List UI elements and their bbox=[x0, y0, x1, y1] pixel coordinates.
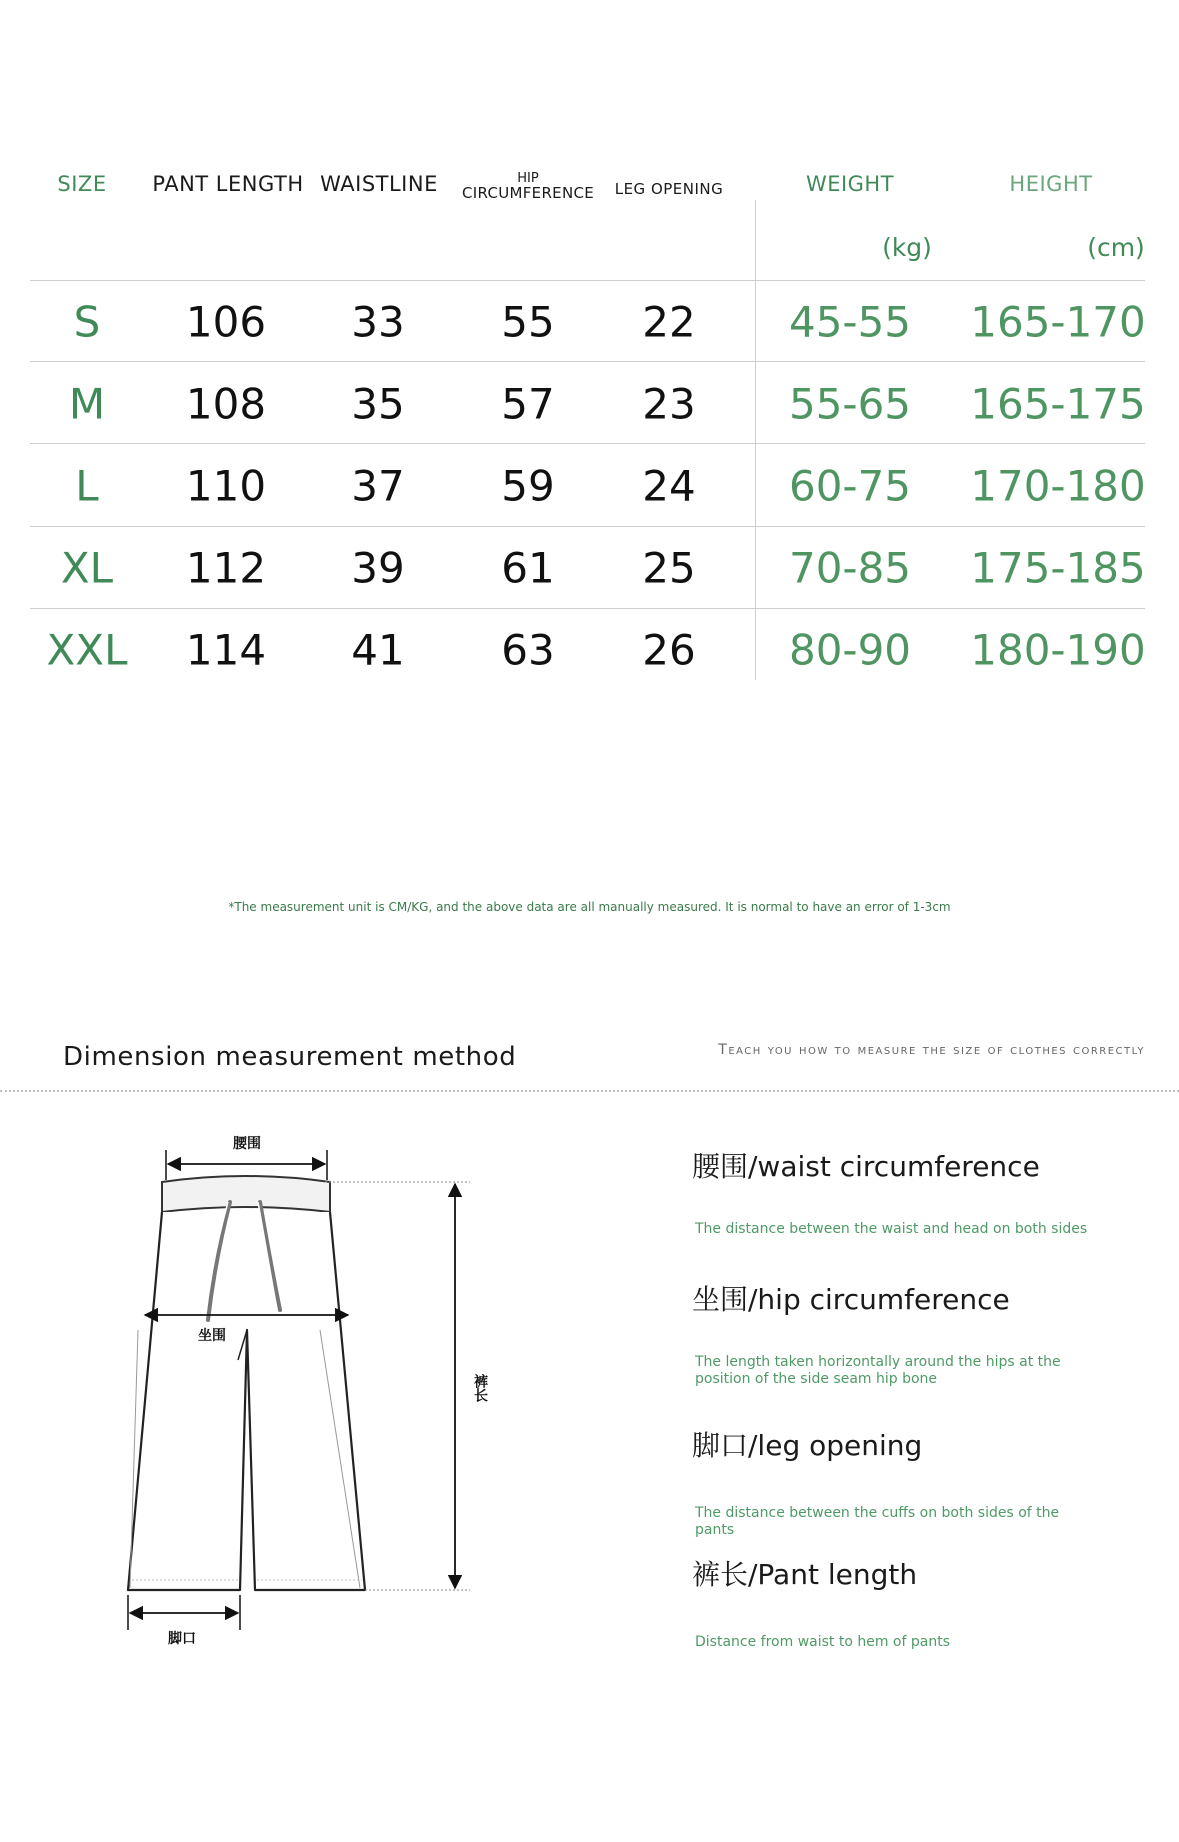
header-pant-length: PANT LENGTH bbox=[152, 172, 304, 196]
leg-opening-cell: 26 bbox=[642, 625, 696, 675]
definition-title-hip: 坐围/hip circumference bbox=[692, 1283, 1010, 1316]
dotted-divider bbox=[0, 1090, 1179, 1092]
header-size: SIZE bbox=[57, 172, 107, 196]
definition-desc-length: Distance from waist to hem of pants bbox=[695, 1634, 950, 1650]
size-cell: M bbox=[68, 379, 106, 429]
waist-label: 腰围 bbox=[233, 1136, 261, 1152]
definition-title-waist: 腰围/waist circumference bbox=[692, 1150, 1040, 1183]
height-cell: 170-180 bbox=[970, 461, 1146, 511]
size-cell: XXL bbox=[46, 625, 128, 675]
length-label: 裤长 bbox=[472, 1374, 488, 1402]
size-cell: L bbox=[75, 461, 99, 511]
waistline-cell: 35 bbox=[351, 379, 405, 429]
pant-length-cell: 108 bbox=[185, 379, 267, 429]
height-cell: 175-185 bbox=[970, 543, 1146, 593]
leg-opening-cell: 25 bbox=[642, 543, 696, 593]
weight-cell: 60-75 bbox=[788, 461, 912, 511]
header-leg-opening: LEG OPENING bbox=[614, 180, 724, 198]
header-waistline: WAISTLINE bbox=[320, 172, 438, 196]
definition-desc-waist: The distance between the waist and head on both sides bbox=[695, 1221, 1088, 1237]
header-weight: WEIGHT bbox=[805, 172, 895, 196]
height-cell: 165-175 bbox=[970, 379, 1146, 429]
pant-length-cell: 110 bbox=[185, 461, 267, 511]
hip-cell: 55 bbox=[501, 297, 555, 347]
row-divider bbox=[30, 526, 1145, 527]
header-hip-bottom: CIRCUMFERENCE bbox=[461, 184, 595, 202]
row-divider bbox=[30, 361, 1145, 362]
definition-desc-leg: The distance between the cuffs on both sides of the pants bbox=[695, 1505, 1060, 1538]
definition-title-length: 裤长/Pant length bbox=[692, 1558, 918, 1591]
hip-cell: 59 bbox=[501, 461, 555, 511]
pants-diagram bbox=[120, 1130, 500, 1750]
hip-label: 坐围 bbox=[198, 1328, 226, 1344]
definition-desc-hip: The length taken horizontally around the hips at the position of the side seam hip bone bbox=[695, 1354, 1061, 1387]
waistline-cell: 37 bbox=[351, 461, 405, 511]
weight-cell: 55-65 bbox=[788, 379, 912, 429]
row-divider bbox=[30, 280, 1145, 281]
pants-outline bbox=[128, 1176, 365, 1590]
height-cell: 180-190 bbox=[970, 625, 1146, 675]
leg-opening-cell: 24 bbox=[642, 461, 696, 511]
row-divider bbox=[30, 443, 1145, 444]
size-cell: XL bbox=[60, 543, 114, 593]
hip-cell: 57 bbox=[501, 379, 555, 429]
waistline-cell: 41 bbox=[351, 625, 405, 675]
leg-opening-cell: 22 bbox=[642, 297, 696, 347]
pant-length-cell: 112 bbox=[185, 543, 267, 593]
height-cell: 165-170 bbox=[970, 297, 1146, 347]
waistline-cell: 39 bbox=[351, 543, 405, 593]
pant-length-cell: 114 bbox=[185, 625, 267, 675]
pant-length-cell: 106 bbox=[185, 297, 267, 347]
definition-title-leg: 脚口/leg opening bbox=[692, 1429, 923, 1462]
weight-unit: (kg) bbox=[882, 233, 932, 262]
weight-cell: 70-85 bbox=[788, 543, 912, 593]
height-unit: (cm) bbox=[1087, 233, 1145, 262]
hip-cell: 61 bbox=[501, 543, 555, 593]
method-subtitle: Teach you how to measure the size of clothes correctly bbox=[718, 1042, 1145, 1058]
hip-cell: 63 bbox=[501, 625, 555, 675]
leg-label: 脚口 bbox=[168, 1631, 196, 1647]
header-height: HEIGHT bbox=[1009, 172, 1093, 196]
measurement-note: *The measurement unit is CM/KG, and the above data are all manually measured. It is normal to have an error of 1-3cm bbox=[228, 900, 951, 914]
size-cell: S bbox=[73, 297, 101, 347]
leg-opening-cell: 23 bbox=[642, 379, 696, 429]
method-title: Dimension measurement method bbox=[63, 1042, 517, 1072]
weight-cell: 80-90 bbox=[788, 625, 912, 675]
waistline-cell: 33 bbox=[351, 297, 405, 347]
weight-cell: 45-55 bbox=[788, 297, 912, 347]
row-divider bbox=[30, 608, 1145, 609]
header-hip-top: HIP bbox=[517, 171, 539, 186]
